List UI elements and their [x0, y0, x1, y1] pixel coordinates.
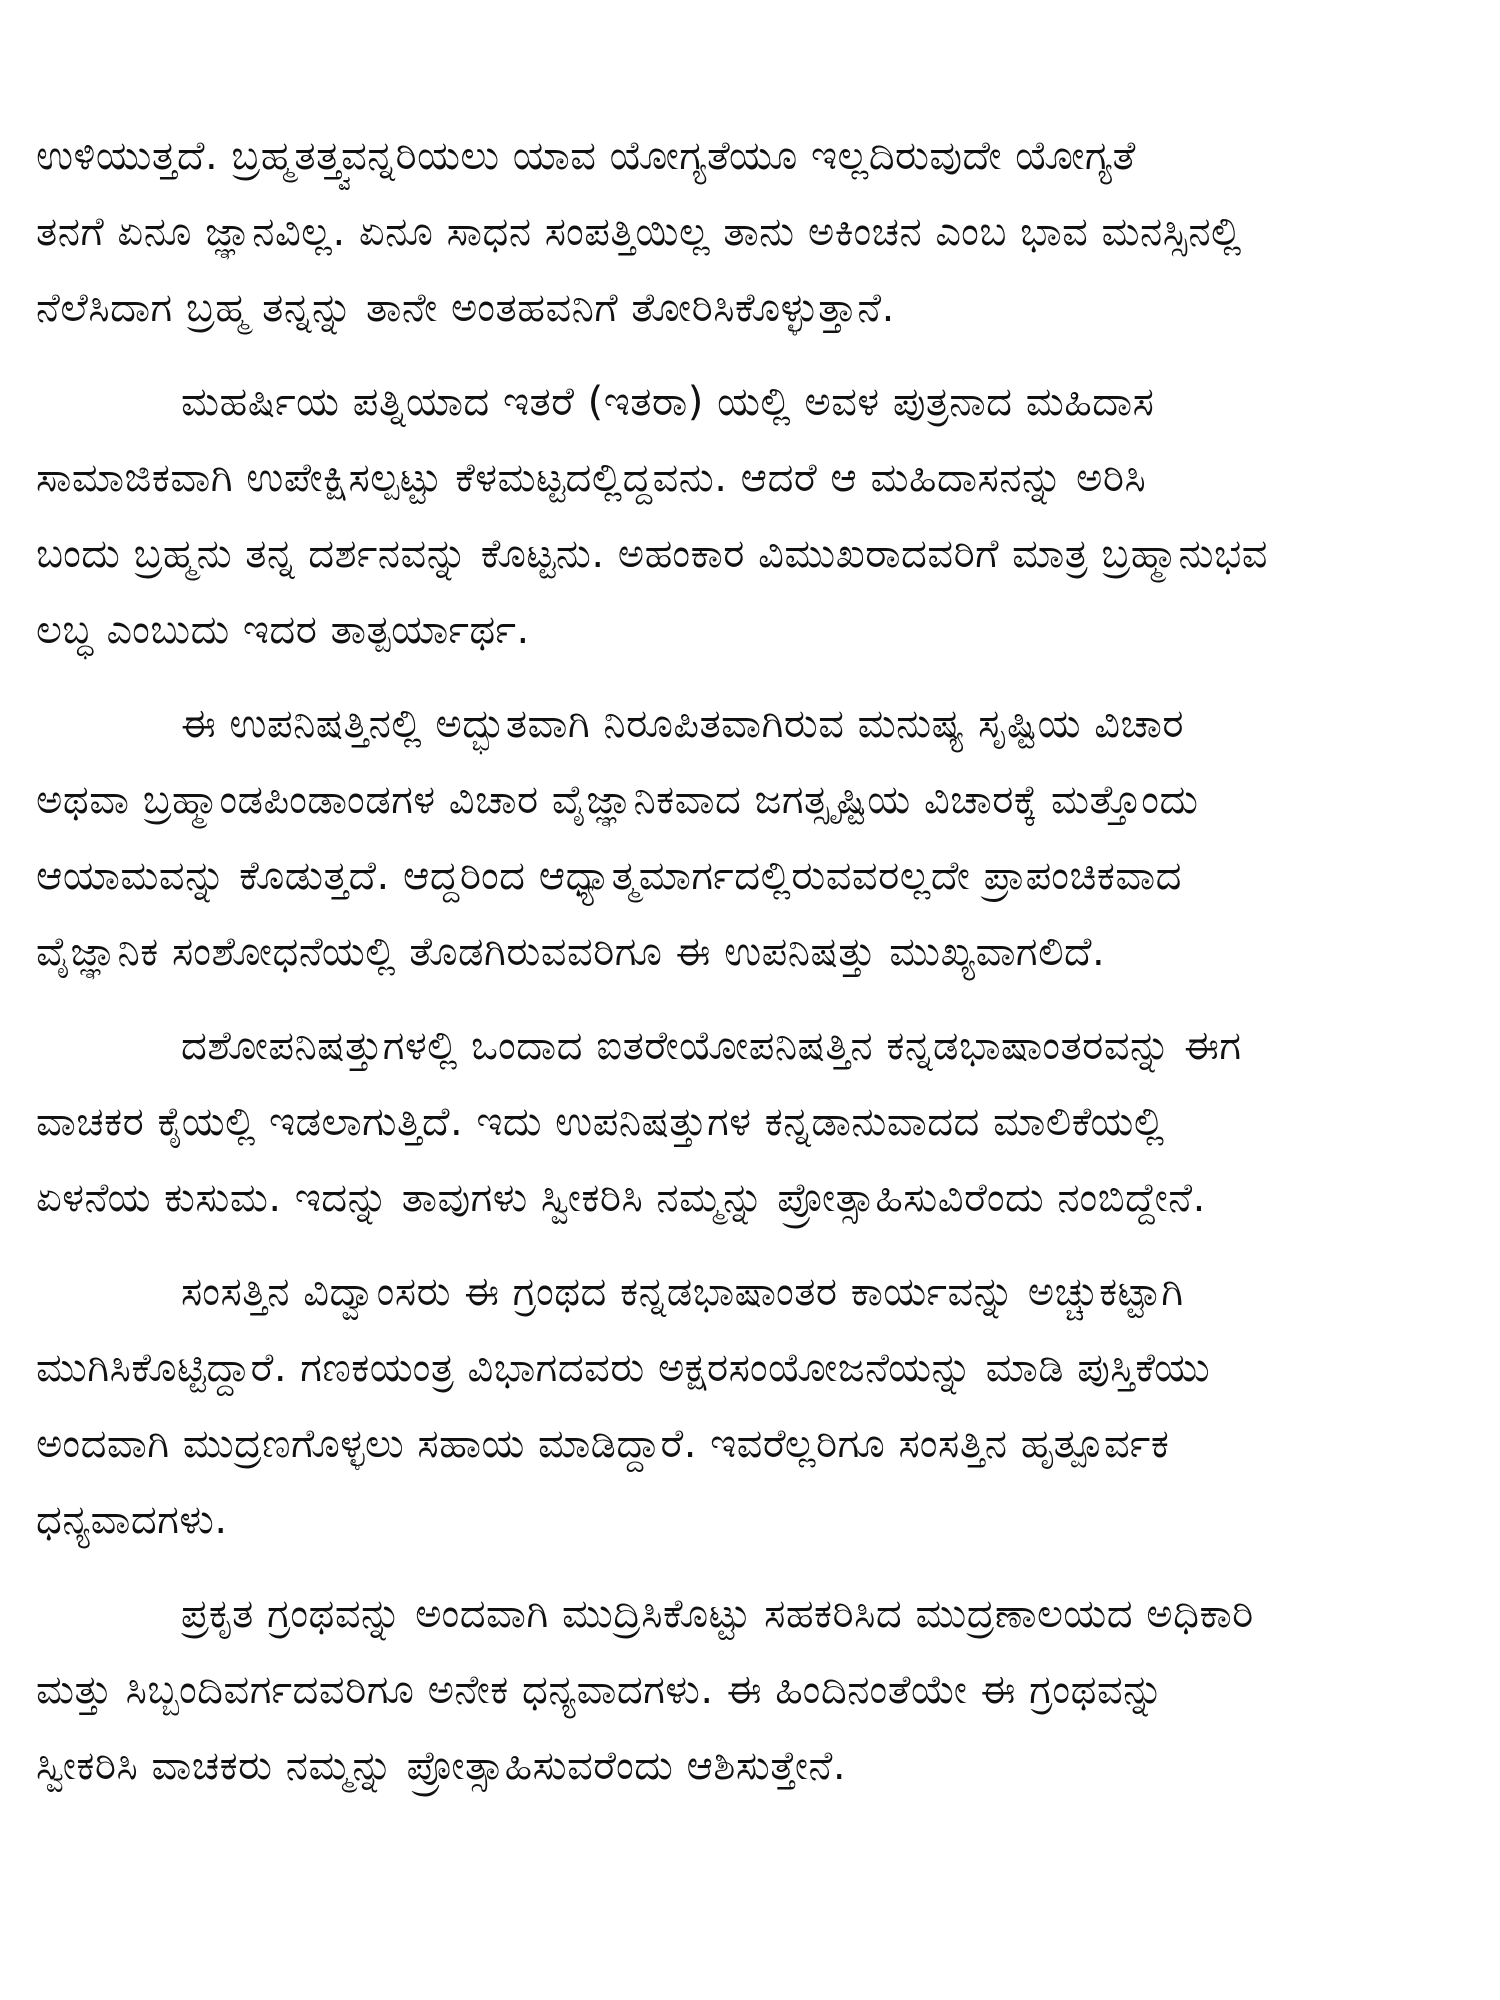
text-line: ಸಾಮಾಜಿಕವಾಗಿ ಉಪೇಕ್ಷಿಸಲ್ಪಟ್ಟು ಕೆಳಮಟ್ಟದಲ್ಲಿದ್ದವನು. ಆದರೆ ಆ ಮಹಿದಾಸನನ್ನು ಅರಿಸಿ	[36, 455, 1147, 501]
text-line: ಏಳನೆಯ ಕುಸುಮ. ಇದನ್ನು ತಾವುಗಳು ಸ್ವೀಕರಿಸಿ ನಮ್ಮನ್ನು ಪ್ರೋತ್ಸಾಹಿಸುವಿರೆಂದು ನಂಬಿದ್ದೇನೆ.	[36, 1175, 1206, 1221]
text-line: ಧನ್ಯವಾದಗಳು.	[36, 1497, 228, 1543]
text-line: ಅಥವಾ ಬ್ರಹ್ಮಾಂಡಪಿಂಡಾಂಡಗಳ ವಿಚಾರ ವೈಜ್ಞಾನಿಕವಾದ ಜಗತ್ಸೃಷ್ಟಿಯ ವಿಚಾರಕ್ಕೆ ಮತ್ತೊಂದು	[36, 777, 1199, 823]
text-line: ಮಹರ್ಷಿಯ ಪತ್ನಿಯಾದ ಇತರೆ (ಇತರಾ) ಯಲ್ಲಿ ಅವಳ ಪುತ್ರನಾದ ಮಹಿದಾಸ	[181, 379, 1155, 425]
text-line: ಸಂಸತ್ತಿನ ವಿದ್ವಾಂಸರು ಈ ಗ್ರಂಥದ ಕನ್ನಡಭಾಷಾಂತರ ಕಾರ್ಯವನ್ನು ಅಚ್ಚುಕಟ್ಟಾಗಿ	[181, 1269, 1184, 1315]
paragraph-1	[36, 118, 1466, 346]
text-line: ನೆಲೆಸಿದಾಗ ಬ್ರಹ್ಮ ತನ್ನನ್ನು ತಾನೇ ಅಂತಹವನಿಗೆ ತೋರಿಸಿಕೊಳ್ಳುತ್ತಾನೆ.	[36, 285, 895, 331]
paragraph-6	[36, 1576, 1466, 1804]
text-line: ಈ ಉಪನಿಷತ್ತಿನಲ್ಲಿ ಅದ್ಭುತವಾಗಿ ನಿರೂಪಿತವಾಗಿರುವ ಮನುಷ್ಯ ಸೃಷ್ಟಿಯ ವಿಚಾರ	[181, 701, 1185, 747]
text-line: ವಾಚಕರ ಕೈಯಲ್ಲಿ ಇಡಲಾಗುತ್ತಿದೆ. ಇದು ಉಪನಿಷತ್ತುಗಳ ಕನ್ನಡಾನುವಾದದ ಮಾಲಿಕೆಯಲ್ಲಿ	[36, 1099, 1165, 1145]
text-line: ಮತ್ತು ಸಿಬ್ಬಂದಿವರ್ಗದವರಿಗೂ ಅನೇಕ ಧನ್ಯವಾದಗಳು. ಈ ಹಿಂದಿನಂತೆಯೇ ಈ ಗ್ರಂಥವನ್ನು	[36, 1667, 1165, 1713]
text-line: ಲಬ್ಧ ಎಂಬುದು ಇದರ ತಾತ್ಪರ್ಯಾರ್ಥ.	[36, 607, 530, 653]
paragraph-3	[36, 686, 1466, 990]
text-line: ವೈಜ್ಞಾನಿಕ ಸಂಶೋಧನೆಯಲ್ಲಿ ತೊಡಗಿರುವವರಿಗೂ ಈ ಉಪನಿಷತ್ತು ಮುಖ್ಯವಾಗಲಿದೆ.	[36, 929, 1106, 975]
text-line: ತನಗೆ ಏನೂ ಜ್ಞಾನವಿಲ್ಲ. ಏನೂ ಸಾಧನ ಸಂಪತ್ತಿಯಿಲ್ಲ ತಾನು ಅಕಿಂಚನ ಎಂಬ ಭಾವ ಮನಸ್ಸಿನಲ್ಲಿ	[36, 209, 1242, 255]
paragraph-5	[36, 1254, 1466, 1558]
paragraph-2	[36, 364, 1466, 668]
paragraph-4	[36, 1008, 1466, 1236]
text-line: ಮುಗಿಸಿಕೊಟ್ಟಿದ್ದಾರೆ. ಗಣಕಯಂತ್ರ ವಿಭಾಗದವರು ಅಕ್ಷರಸಂಯೋಜನೆಯನ್ನು ಮಾಡಿ ಪುಸ್ತಿಕೆಯು	[36, 1345, 1211, 1391]
body-text	[36, 118, 1466, 1804]
text-line: ಪ್ರಕೃತ ಗ್ರಂಥವನ್ನು ಅಂದವಾಗಿ ಮುದ್ರಿಸಿಕೊಟ್ಟು ಸಹಕರಿಸಿದ ಮುದ್ರಣಾಲಯದ ಅಧಿಕಾರಿ	[181, 1591, 1254, 1637]
text-line: ದಶೋಪನಿಷತ್ತುಗಳಲ್ಲಿ ಒಂದಾದ ಐತರೇಯೋಪನಿಷತ್ತಿನ ಕನ್ನಡಭಾಷಾಂತರವನ್ನು ಈಗ	[181, 1023, 1242, 1069]
text-line: ಅಂದವಾಗಿ ಮುದ್ರಣಗೊಳ್ಳಲು ಸಹಾಯ ಮಾಡಿದ್ದಾರೆ. ಇವರೆಲ್ಲರಿಗೂ ಸಂಸತ್ತಿನ ಹೃತ್ಪೂರ್ವಕ	[36, 1421, 1170, 1467]
text-line: ಆಯಾಮವನ್ನು ಕೊಡುತ್ತದೆ. ಆದ್ದರಿಂದ ಆಧ್ಯಾತ್ಮಮಾರ್ಗದಲ್ಲಿರುವವರಲ್ಲದೇ ಪ್ರಾಪಂಚಿಕವಾದ	[36, 853, 1182, 899]
text-line: ಬಂದು ಬ್ರಹ್ಮನು ತನ್ನ ದರ್ಶನವನ್ನು ಕೊಟ್ಟನು. ಅಹಂಕಾರ ವಿಮುಖರಾದವರಿಗೆ ಮಾತ್ರ ಬ್ರಹ್ಮಾನುಭವ	[36, 531, 1268, 577]
text-line: ಉಳಿಯುತ್ತದೆ. ಬ್ರಹ್ಮತತ್ತ್ವವನ್ನರಿಯಲು ಯಾವ ಯೋಗ್ಯತೆಯೂ ಇಲ್ಲದಿರುವುದೇ ಯೋಗ್ಯತೆ	[36, 133, 1136, 179]
text-line: ಸ್ವೀಕರಿಸಿ ವಾಚಕರು ನಮ್ಮನ್ನು ಪ್ರೋತ್ಸಾಹಿಸುವರೆಂದು ಆಶಿಸುತ್ತೇನೆ.	[36, 1743, 847, 1789]
